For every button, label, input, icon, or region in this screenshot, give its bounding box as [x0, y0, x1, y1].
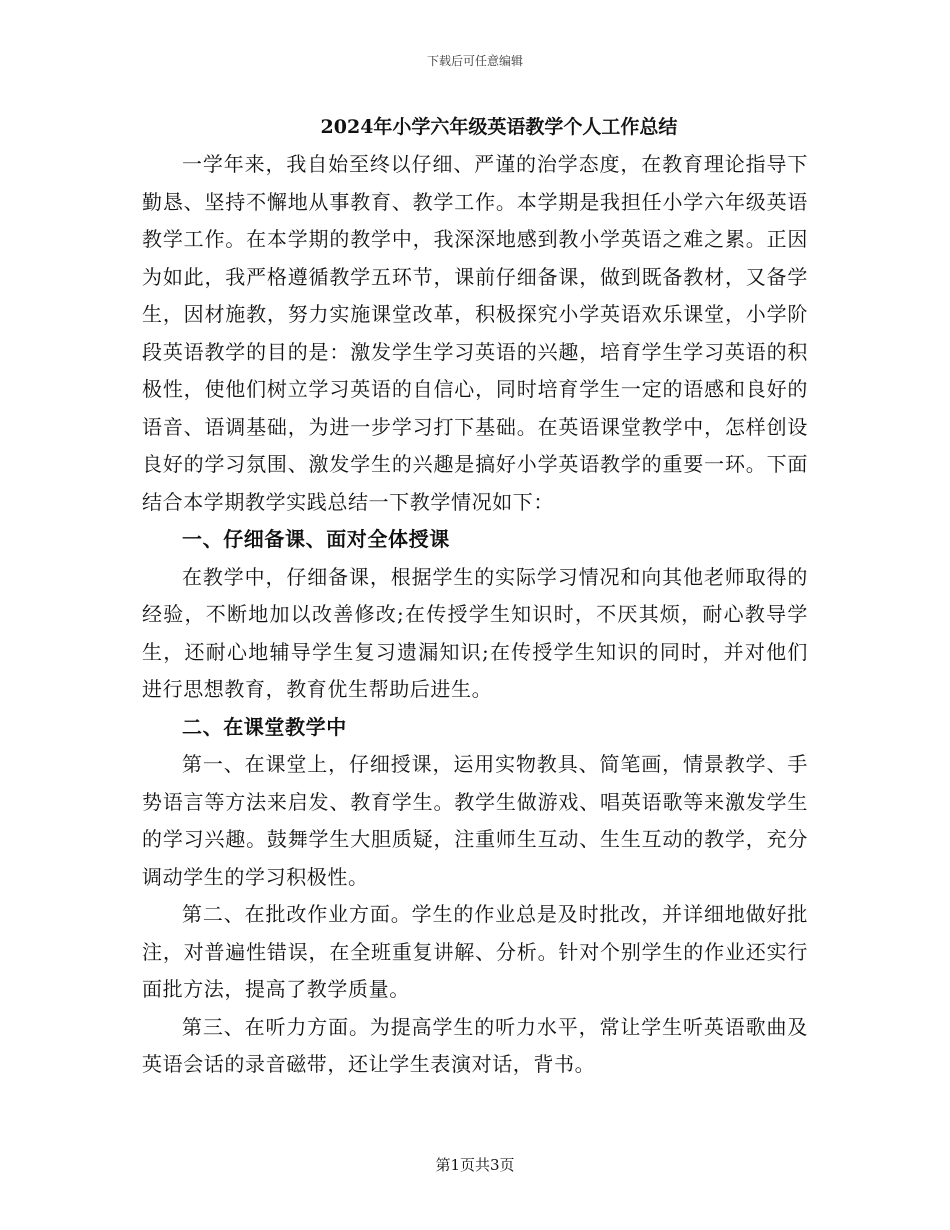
section-1-heading: 一、仔细备课、面对全体授课: [182, 527, 450, 551]
section-1-paragraph: 在教学中，仔细备课，根据学生的实际学习情况和向其他老师取得的经验，不断地加以改善修改;在传授学生知识时，不厌其烦，耐心教导学生，还耐心地辅导学生复习遗漏知识;在传授学生知识的同时，并对他们进行思想教育，教育优生帮助后进生。: [142, 564, 808, 701]
section-2-heading: 二、在课堂教学中: [182, 714, 347, 739]
section-2-paragraph-3: 第三、在听力方面。为提高学生的听力水平，常让学生听英语歌曲及英语会话的录音磁带，还让学生表演对话，背书。: [142, 1014, 808, 1076]
intro-paragraph: 一学年来，我自始至终以仔细、严谨的治学态度，在教育理论指导下勤恳、坚持不懈地从事教育、教学工作。本学期是我担任小学六年级英语教学工作。在本学期的教学中，我深深地感到教小学英语之难之累。正因为如此，我严格遵循教学五环节，课前仔细备课，做到既备教材，又备学生，因材施教，努力实施课堂改革，积极探究小学英语欢乐课堂，小学阶段英语教学的目的是：激发学生学习英语的兴趣，培育学生学习英语的积极性，使他们树立学习英语的自信心，同时培育学生一定的语感和良好的语音、语调基础，为进一步学习打下基础。在英语课堂教学中，怎样创设良好的学习氛围、激发学生的兴趣是搞好小学英语教学的重要一环。下面结合本学期教学实践总结一下教学情况如下：: [142, 152, 808, 514]
page-number: 第1页共3页: [435, 1156, 515, 1174]
document-title: 2024年小学六年级英语教学个人工作总结: [320, 116, 678, 138]
document-body: [142, 146, 808, 1084]
section-2-paragraph-1: 第一、在课堂上，仔细授课，运用实物教具、简笔画，情景教学、手势语言等方法来启发、教育学生。教学生做游戏、唱英语歌等来激发学生的学习兴趣。鼓舞学生大胆质疑，注重师生互动、生生互动的教学，充分调动学生的学习积极性。: [142, 752, 808, 889]
section-2-paragraph-2: 第二、在批改作业方面。学生的作业总是及时批改，并详细地做好批注，对普遍性错误，在全班重复讲解、分析。针对个别学生的作业还实行面批方法，提高了教学质量。: [142, 902, 808, 1001]
page-header: 下载后可任意编辑: [426, 54, 523, 68]
